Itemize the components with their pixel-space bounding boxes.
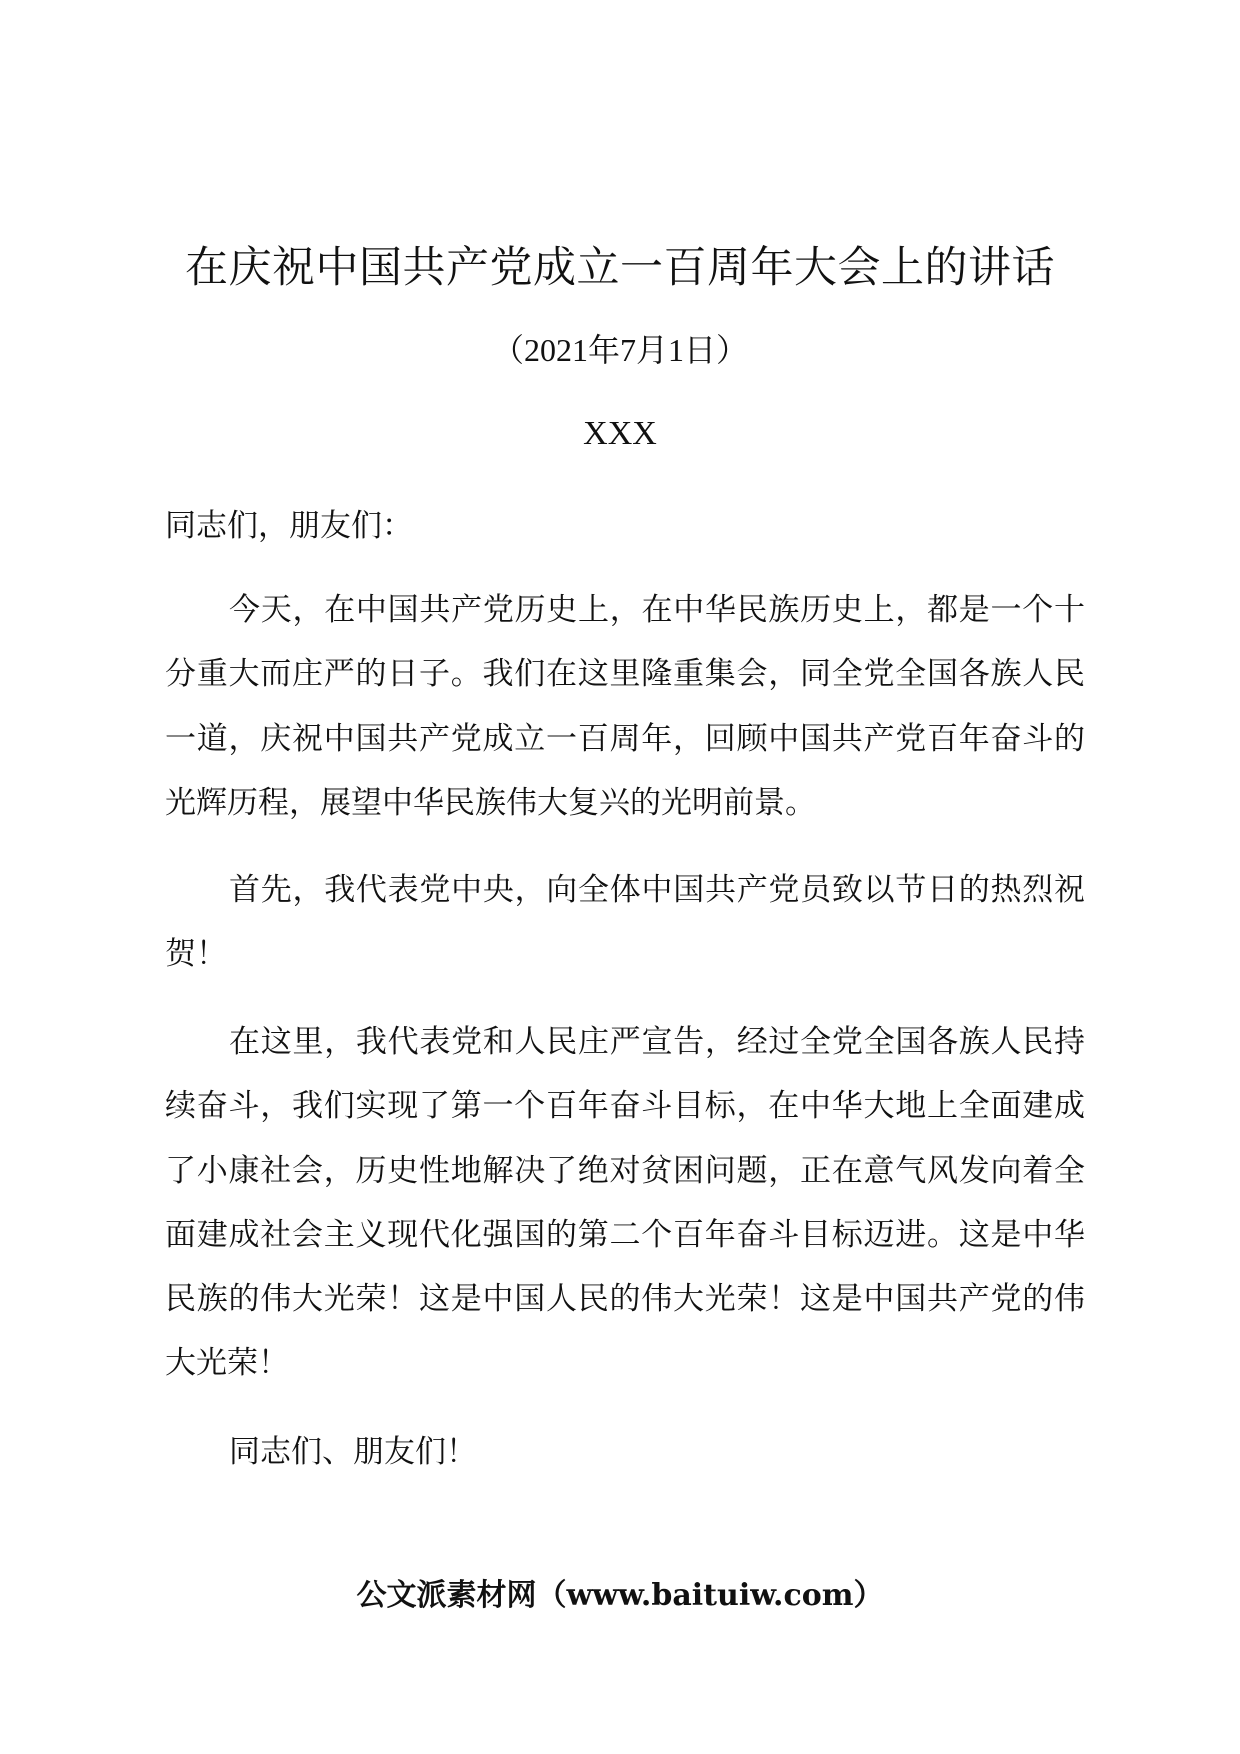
paragraph-4: 同志们、朋友们！ bbox=[229, 1434, 477, 1470]
paragraph-3: 在这里，我代表党和人民庄严宣告，经过全党全国各族人民持续奋斗，我们实现了第一个百年奋斗目标，在中华大地上全面建成了小康社会，历史性地解决了绝对贫困问题，正在意气风发向着全面建成社会主义现代化强国的第二个百年奋斗目标迈进。这是中华民族的伟大光荣！这是中国人民的伟大光荣！这是中国共产党的伟大光荣！ bbox=[165, 1024, 1085, 1382]
document-title: 在庆祝中国共产党成立一百周年大会上的讲话 bbox=[185, 243, 1055, 293]
paragraph-2: 首先，我代表党中央，向全体中国共产党员致以节日的热烈祝贺！ bbox=[165, 872, 1085, 973]
document-author: XXX bbox=[583, 415, 657, 452]
salutation: 同志们，朋友们： bbox=[165, 508, 413, 544]
paragraph-1: 今天，在中国共产党历史上，在中华民族历史上，都是一个十分重大而庄严的日子。我们在这里隆重集会，同全党全国各族人民一道，庆祝中国共产党成立一百周年，回顾中国共产党百年奋斗的光辉历程，展望中华民族伟大复兴的光明前景。 bbox=[165, 592, 1085, 821]
document-date: （2021年7月1日） bbox=[491, 332, 748, 368]
footer-watermark: 公文派素材网（www.baituiw.com） bbox=[356, 1578, 884, 1613]
